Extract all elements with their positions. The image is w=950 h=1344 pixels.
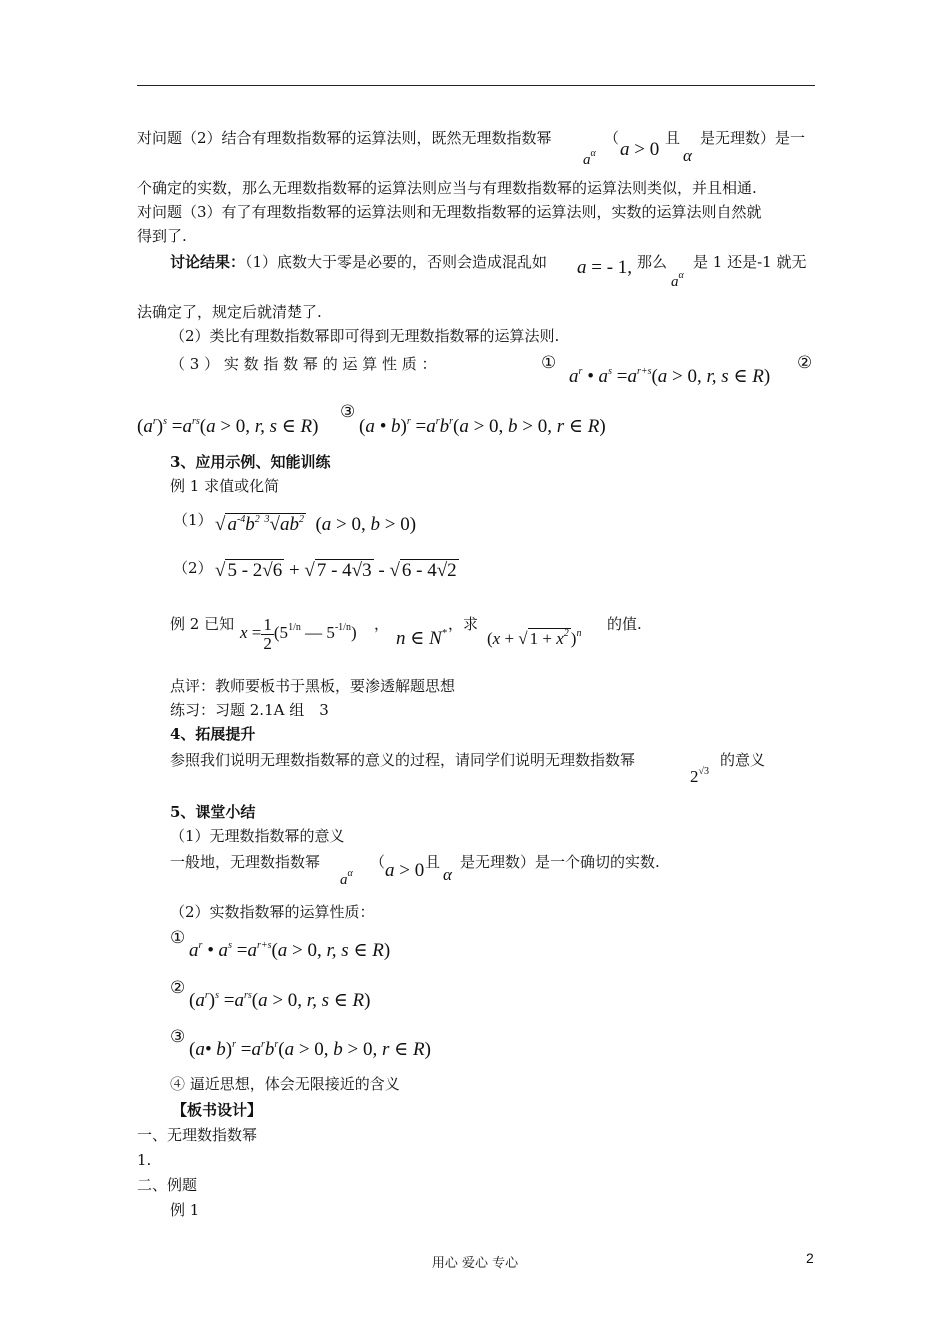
section5-heading: 5、课堂小结 bbox=[170, 803, 256, 821]
para1-line1-d: 是无理数）是一 bbox=[700, 129, 806, 147]
section4-text-b: 的意义 bbox=[720, 751, 766, 769]
formula-n-in-N: n ∈ N* bbox=[396, 628, 447, 649]
footer-text: 用心 爱心 专心 bbox=[431, 1256, 519, 1271]
board-item1: 一、无理数指数幂 bbox=[137, 1126, 258, 1144]
summary1-text: 一般地，无理数指数幂 bbox=[170, 853, 321, 871]
discussion-line2: 法确定了，规定后就清楚了. bbox=[137, 303, 322, 321]
formula-ex1-2: √ 5 - 2√6 + √ 7 - 4√3 - √ 6 - 4√2 bbox=[215, 560, 457, 581]
formula-rule1: $a^r$ • $a^s =a^{r+s}(a > 0$, r, s ∈ R) bbox=[569, 366, 771, 387]
formula-alpha-2: α bbox=[443, 865, 452, 884]
para1-line2: 个确定的实数，那么无理数指数幂的运算法则应当与有理数指数幂的运算法则类似，并且相通. bbox=[137, 179, 757, 197]
section4-heading: 4、拓展提升 bbox=[170, 725, 256, 743]
formula-alpha: α bbox=[683, 146, 692, 165]
example1-label: 例 1 求值或化简 bbox=[170, 477, 280, 495]
formula-rule2: $(a^r)^s =a^{rs}(a > 0$, r, s ∈ R) bbox=[137, 416, 319, 437]
example2-c: ，求 bbox=[448, 615, 479, 633]
para1-line4: 得到了. bbox=[137, 227, 187, 245]
board-item2: 二、例题 bbox=[137, 1176, 198, 1194]
summary1-text-b: （ bbox=[370, 853, 386, 871]
formula-rule3: (a • $b)^r =a^rb^r(a > 0$, b > 0, r ∈ R) bbox=[359, 416, 606, 437]
discussion-item2: （2）类比有理数指数幂即可得到无理数指数幂的运算法则. bbox=[170, 327, 560, 345]
discussion-item3: （ 3 ） 实 数 指 数 幂 的 运 算 性 质 ： bbox=[170, 355, 437, 373]
ex1-item1-label: （1） bbox=[173, 511, 213, 529]
formula-a-gt-0: a > 0 bbox=[620, 139, 660, 160]
formula-a-gt-0-2: a > 0 bbox=[385, 860, 425, 881]
summary1-text-c: 且 bbox=[425, 853, 441, 871]
summary-formula-2: $(a^r)^s =a^{rs}(a > 0$, r, s ∈ R) bbox=[189, 990, 371, 1011]
discussion-line1-b: 那么 bbox=[637, 253, 668, 271]
example2-a: 例 2 已知 bbox=[170, 615, 235, 633]
summary-circled-2: ② bbox=[170, 978, 186, 998]
discussion-line1: 讨论结果：（1）底数大于零是必要的，否则会造成混乱如 bbox=[170, 253, 548, 271]
summary1-text-d: 是无理数）是一个确切的实数. bbox=[460, 853, 660, 871]
example2-b: ， bbox=[374, 615, 390, 633]
discussion-line1-c: 是 1 还是-1 就无 bbox=[693, 253, 807, 271]
summary-circled-3: ③ bbox=[170, 1027, 186, 1047]
board-item1-1: 1. bbox=[137, 1151, 152, 1169]
summary-formula-3: (a• $b)^r =a^rb^r(a > 0$, b > 0, r ∈ R) bbox=[189, 1039, 431, 1060]
summary-circled-1: ① bbox=[170, 928, 186, 948]
section3-heading: 3、应用示例、知能训练 bbox=[170, 453, 331, 471]
formula-ex2-expr: (x + √ $1 + x^2$ )$^n$ bbox=[487, 628, 582, 648]
formula-ex2-x: x = $\frac{1}{2}$ ($5^{1/n}$ — $5^{-1/n}$) bbox=[240, 614, 357, 653]
comment-line: 点评：教师要板书于黑板，要渗透解题思想 bbox=[170, 677, 456, 695]
board-item2-1: 例 1 bbox=[170, 1201, 200, 1219]
page-number: 2 bbox=[806, 1250, 814, 1266]
para1-line1: 对问题（2）结合有理数指数幂的运算法则，既然无理数指数幂 bbox=[137, 129, 552, 147]
example2-d: 的值. bbox=[607, 615, 642, 633]
circled-1: ① bbox=[541, 353, 557, 373]
section4-text: 参照我们说明无理数指数幂的意义的过程，请同学们说明无理数指数幂 bbox=[170, 751, 636, 769]
circled-2: ② bbox=[797, 353, 813, 373]
formula-2-sqrt3: $2^{√3}$ bbox=[690, 766, 709, 786]
summary1-title: （1）无理数指数幂的意义 bbox=[170, 827, 345, 845]
formula-ex1-1: √ $a^{-4}b^2$ $^3√ab^2$ (a > 0, b > 0) bbox=[215, 514, 417, 535]
para1-line3: 对问题（3）有了有理数指数幂的运算法则和无理数指数幂的运算法则，实数的运算法则自然就 bbox=[137, 203, 762, 221]
formula-a-alpha: $a^\alpha$ bbox=[583, 148, 596, 168]
formula-a-alpha-3: $a^\alpha$ bbox=[340, 868, 353, 888]
practice-line: 练习：习题 2.1A 组 3 bbox=[170, 701, 329, 719]
summary-item4: ④ 逼近思想，体会无限接近的含义 bbox=[170, 1075, 400, 1093]
formula-a-eq-minus1: a = - 1, bbox=[577, 257, 633, 278]
para1-line1-b: （ bbox=[604, 129, 620, 147]
summary-formula-1: $a^r$ • $a^s =a^{r+s}(a > 0$, r, s ∈ R) bbox=[189, 940, 391, 961]
circled-3: ③ bbox=[340, 402, 356, 422]
ex1-item2-label: （2） bbox=[173, 559, 213, 577]
board-heading: 【板书设计】 bbox=[172, 1101, 263, 1119]
summary2-title: （2）实数指数幂的运算性质： bbox=[170, 903, 375, 921]
para1-line1-c: 且 bbox=[665, 129, 681, 147]
header-rule bbox=[137, 85, 815, 86]
formula-a-alpha-2: $a^\alpha$ bbox=[671, 270, 684, 290]
